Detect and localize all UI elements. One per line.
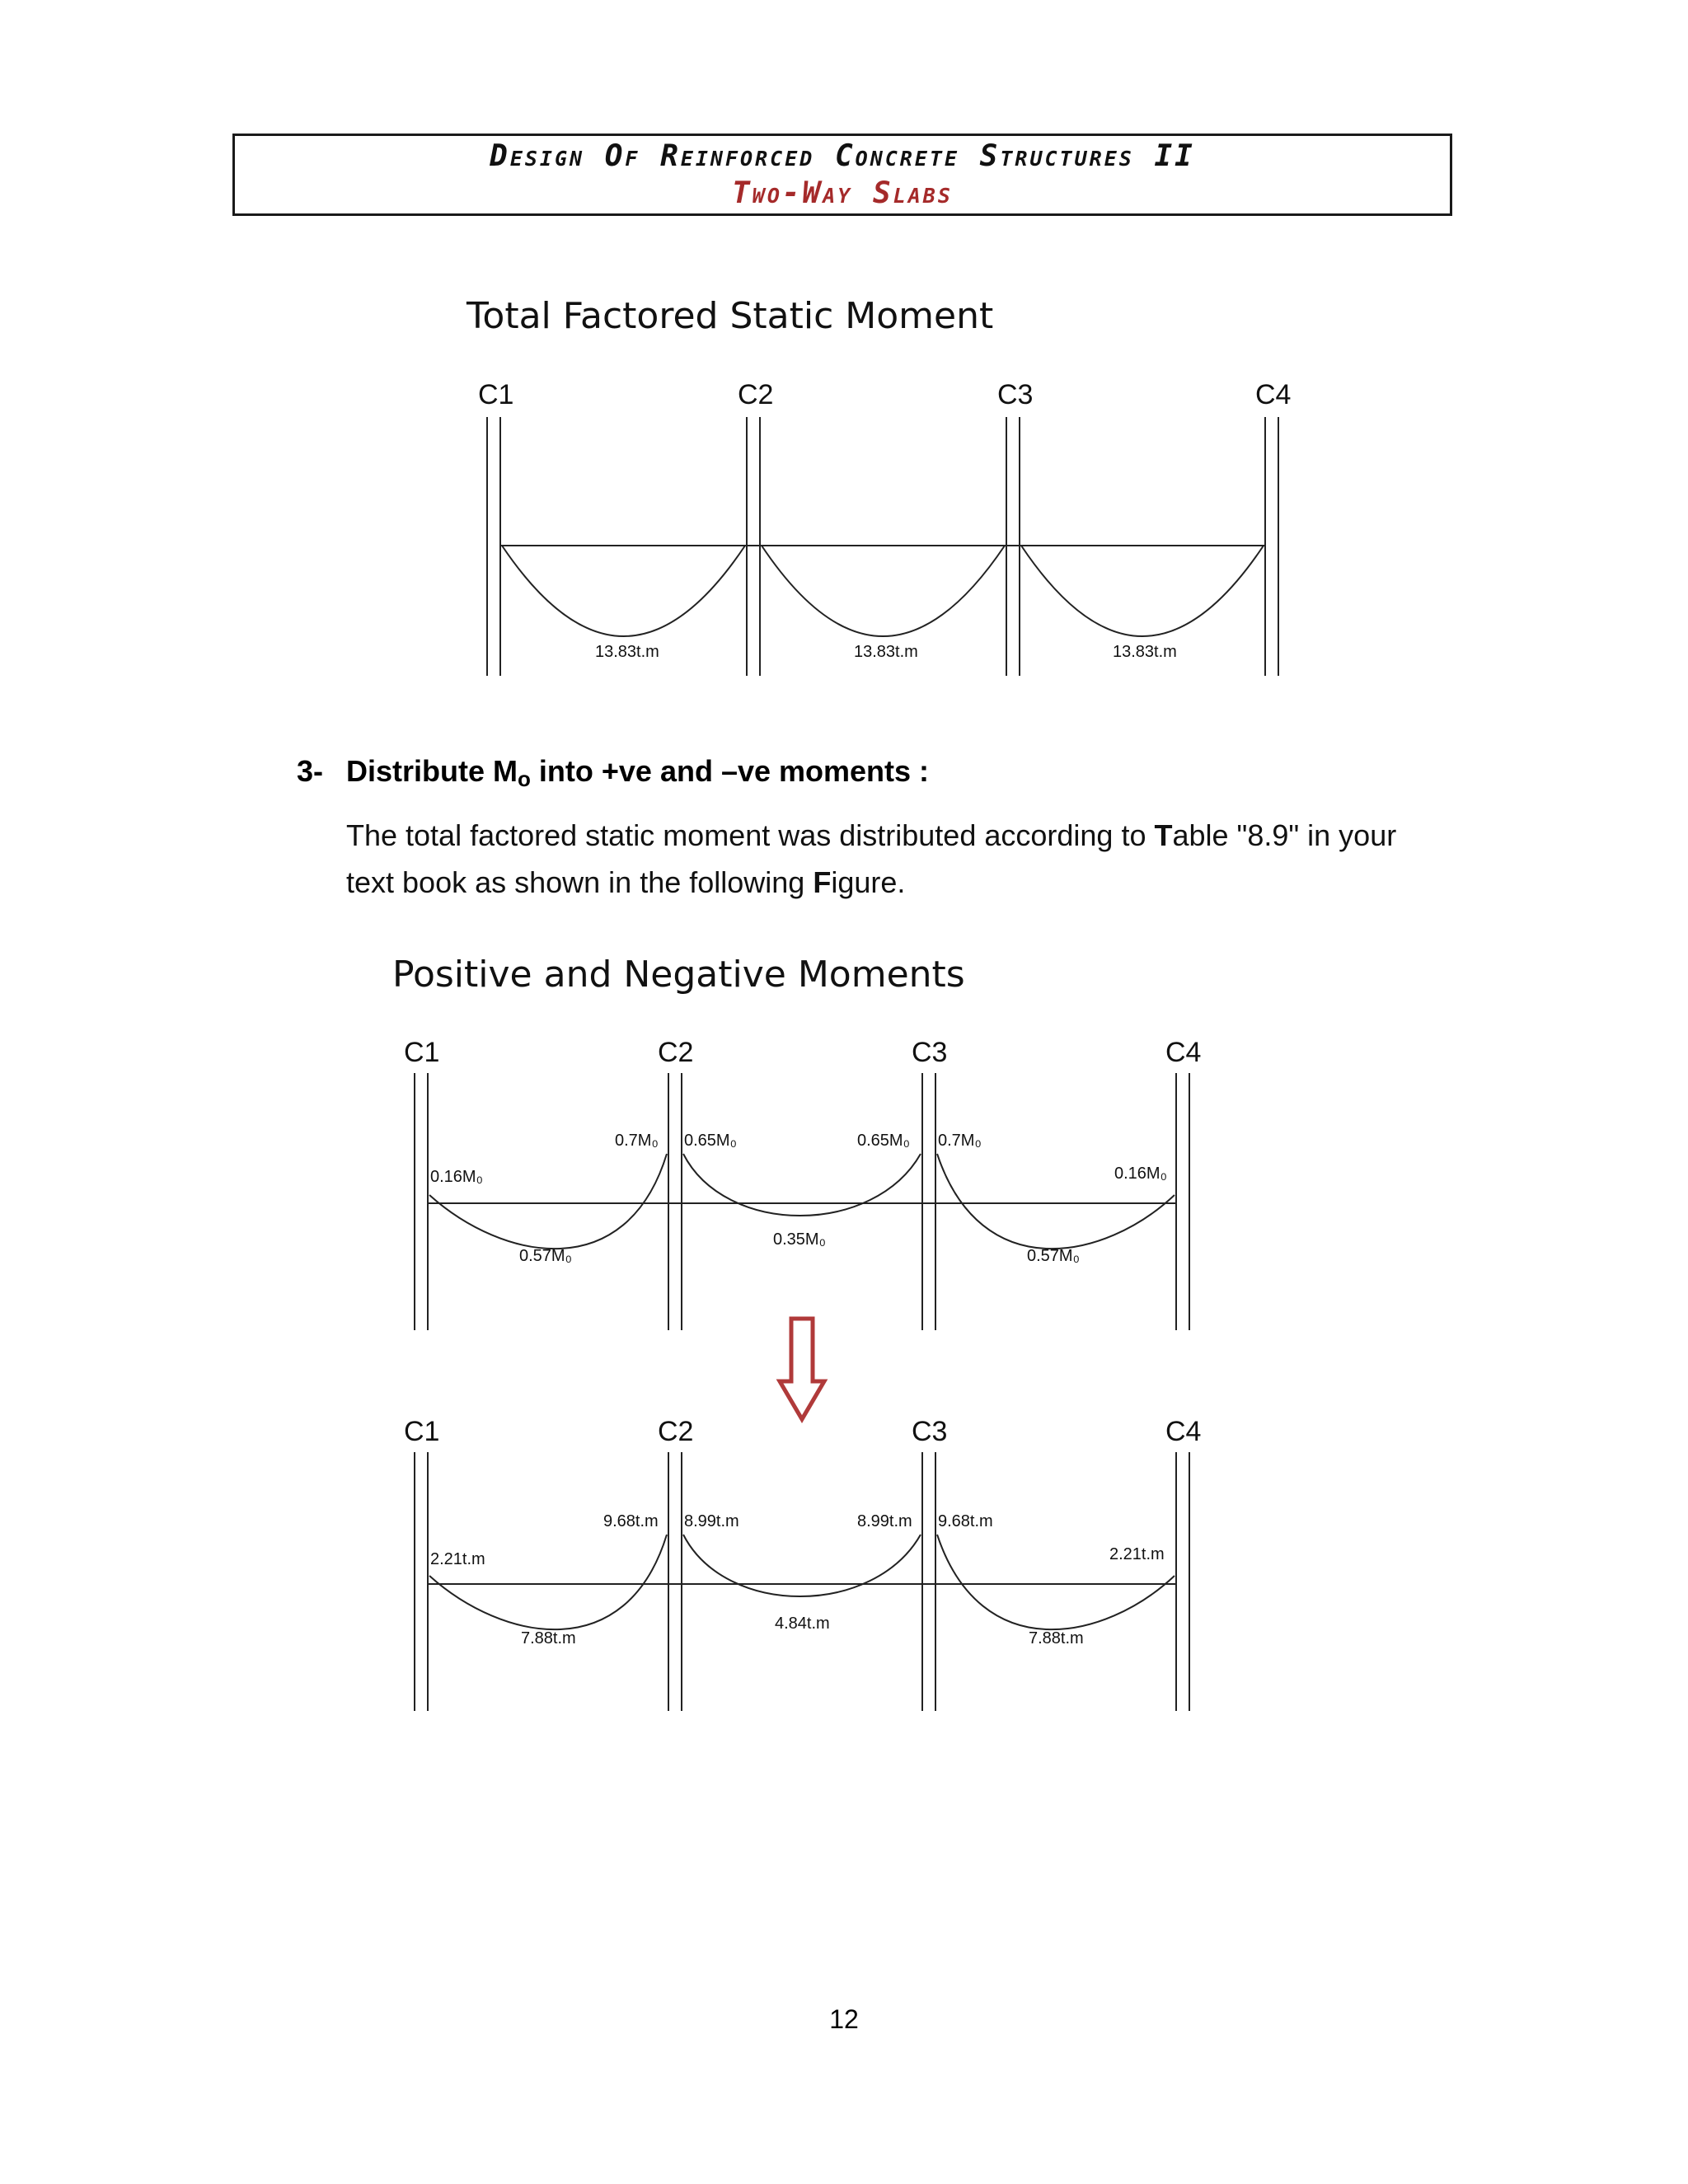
moment-coefficient: 0.7M₀ [615,1132,659,1150]
moment-value: 7.88t.m [521,1629,576,1647]
moment-value: 7.88t.m [1029,1629,1084,1647]
moment-coefficient: 0.35M₀ [773,1230,826,1249]
moment-coefficient: 0.57M₀ [519,1247,572,1265]
figure1-title: Total Factored Static Moment [467,295,994,337]
moment-value: 2.21t.m [1109,1545,1165,1563]
figure1-column-label: C1 [478,379,514,410]
figure2-column-label: C1 [404,1037,440,1068]
figure2-lower-moment-curve [683,1535,921,1596]
figure1-span-moment: 13.83t.m [1113,643,1177,661]
moment-coefficient: 0.57M₀ [1027,1247,1080,1265]
figure2-column-label: C4 [1165,1037,1202,1068]
figure2-lower-moment-curve [429,1535,667,1629]
figure1-column-label: C2 [738,379,774,410]
figure2-upper-columns [415,1073,1189,1330]
figure1-span-moment: 13.83t.m [595,643,659,661]
figure1-span-moment: 13.83t.m [854,643,918,661]
figure2-title: Positive and Negative Moments [392,954,965,996]
figure2-column-label: C2 [658,1037,694,1068]
paragraph-text: igure. [831,865,906,899]
moment-value: 9.68t.m [603,1512,659,1530]
paragraph-bold-letter: F [813,865,832,899]
moment-coefficient: 0.65M₀ [857,1132,910,1150]
paragraph-bold-letter: T [1154,818,1173,852]
moment-value: 2.21t.m [430,1550,485,1568]
paragraph-text: able "8.9" in your text book as shown in the following [346,818,1397,899]
moment-value: 8.99t.m [684,1512,739,1530]
figure2-upper-moment-curve [683,1154,921,1216]
page-number: 12 [829,2004,859,2034]
moment-coefficient: 0.16M₀ [430,1168,483,1186]
header-subtitle: Two-Way Slabs [732,176,953,210]
moment-coefficient: 0.7M₀ [938,1132,982,1150]
figure1-column-label: C3 [997,379,1034,410]
section-number: 3- [297,754,324,788]
moment-value: 9.68t.m [938,1512,993,1530]
down-arrow-icon [780,1319,824,1419]
moment-value: 8.99t.m [857,1512,912,1530]
figure1-column-label: C4 [1255,379,1292,410]
paragraph-text: The total factored static moment was distributed according to [346,818,1155,852]
figure2-column-label: C3 [912,1416,948,1447]
section-heading-subscript: o [518,766,531,791]
header-title: Design Of Reinforced Concrete Structures II [490,139,1195,173]
moment-coefficient: 0.16M₀ [1114,1165,1167,1183]
section-heading-text: into +ve and –ve moments : [530,754,930,788]
moment-value: 4.84t.m [775,1615,830,1633]
moment-coefficient: 0.65M₀ [684,1132,737,1150]
section-heading-text: Distribute M [346,754,518,788]
figure2-lower-columns [415,1452,1189,1711]
figure2-column-label: C2 [658,1416,694,1447]
figure2-column-label: C1 [404,1416,440,1447]
figure2-column-label: C4 [1165,1416,1202,1447]
figure2-column-label: C3 [912,1037,948,1068]
